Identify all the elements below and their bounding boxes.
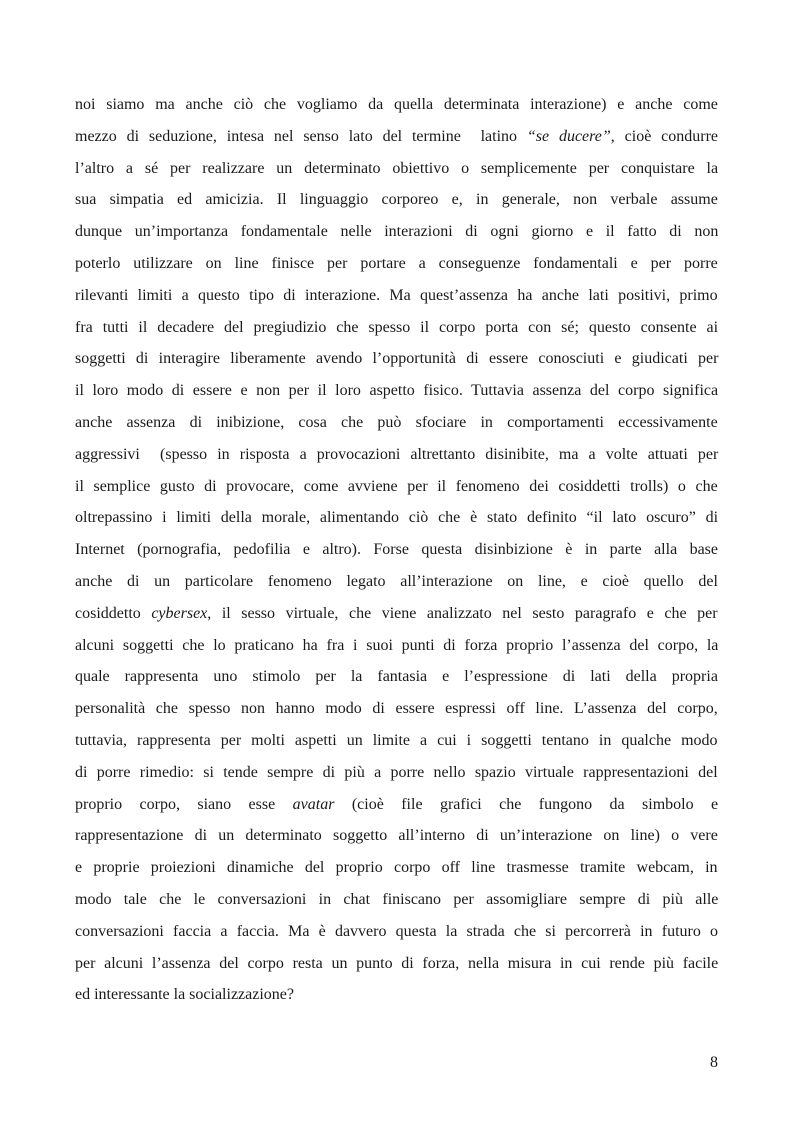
text-segment: noi siamo ma anche ciò che vogliamo da quella determinata interazione) e anche come [75, 96, 718, 113]
text-segment: mezzo di seduzione, intesa nel senso lato del termine latino [75, 127, 527, 145]
text-segment: Internet (pornografia, pedofilia e altro). Forse questa disinbizione è in parte alla base [75, 541, 719, 559]
text-segment: cosiddetto [75, 604, 152, 622]
text-segment: il loro modo di essere e non per il loro aspetto fisico. Tuttavia assenza del corpo significa [75, 382, 719, 400]
text-line [75, 630, 718, 662]
text-segment: aggressivi (spesso in risposta a provocazioni altrettanto disinibite, ma a volte attuati per [75, 445, 719, 463]
text-line [75, 471, 718, 503]
text-line [75, 89, 718, 121]
text-line [75, 820, 718, 852]
italic-text: cybersex [151, 604, 208, 622]
text-line [75, 534, 718, 566]
text-segment: modo tale che le conversazioni in chat finiscano per assomigliare sempre di più alle [75, 890, 719, 908]
text-segment: oltrepassino i limiti della morale, alimentando ciò che è stato definito “il lato oscuro” di [75, 509, 719, 527]
text-segment: anche assenza di inibizione, cosa che può sfociare in comportamenti eccessivamente [75, 413, 718, 431]
italic-text: “se ducere” [526, 127, 611, 145]
text-line [75, 280, 718, 312]
text-segment: conversazioni faccia a faccia. Ma è davvero questa la strada che si percorrerà in futuro o [75, 922, 719, 940]
text-segment: , cioè condurre [610, 127, 719, 145]
text-segment: dunque un’importanza fondamentale nelle interazioni di ogni giorno e il fatto di non [75, 223, 719, 241]
text-line [75, 216, 718, 248]
text-segment: per alcuni l’assenza del corpo resta un punto di forza, nella misura in cui rende più facile [75, 954, 719, 972]
text-segment: proprio corpo, siano esse [75, 795, 293, 813]
text-segment: personalità che spesso non hanno modo di essere espressi off line. L’assenza del corpo, [75, 700, 718, 718]
text-segment: anche di un particolare fenomeno legato all’interazione on line, e cioè quello del [75, 572, 718, 590]
text-segment: di porre rimedio: si tende sempre di più a porre nello spazio virtuale rappresentazioni del [75, 763, 718, 781]
text-line [75, 184, 718, 216]
text-segment: tuttavia, rappresenta per molti aspetti un limite a cui i soggetti tentano in qualche modo [75, 731, 718, 749]
text-segment: rappresentazione di un determinato soggetto all’interno di un’interazione on line) o vere [75, 827, 718, 845]
text-segment: il semplice gusto di provocare, come avviene per il fenomeno dei cosiddetti trolls) o che [75, 477, 718, 495]
text-line [75, 757, 718, 789]
text-segment: e proprie proiezioni dinamiche del proprio corpo off line trasmesse tramite webcam, in [75, 859, 718, 877]
text-line [75, 566, 718, 598]
text-line [75, 153, 718, 185]
text-segment: fra tutti il decadere del pregiudizio che spesso il corpo porta con sé; questo consente ai [75, 318, 719, 336]
text-line [75, 407, 718, 439]
text-segment: sua simpatia ed amicizia. Il linguaggio corporeo e, in generale, non verbale assume [75, 191, 718, 209]
text-line [75, 852, 718, 884]
text-line [75, 693, 718, 725]
text-line [75, 343, 718, 375]
text-segment: poterlo utilizzare on line finisce per portare a conseguenze fondamentali e per porre [75, 254, 718, 272]
text-line [75, 884, 718, 916]
text-segment: rilevanti limiti a questo tipo di interazione. Ma quest’assenza ha anche lati positivi, primo [75, 286, 718, 304]
text-line [75, 375, 718, 407]
text-line [75, 948, 718, 980]
body-paragraph [75, 89, 718, 1011]
text-line [75, 725, 718, 757]
italic-text: avatar [292, 795, 335, 813]
text-line [75, 598, 718, 630]
text-segment: quale rappresenta uno stimolo per la fantasia e l’espressione di lati della propria [75, 668, 718, 686]
text-line [75, 916, 718, 948]
text-line [75, 502, 718, 534]
text-line [75, 121, 718, 153]
text-line [75, 661, 718, 693]
text-line [75, 312, 718, 344]
text-segment: ed interessante la socializzazione? [75, 986, 294, 1004]
text-segment: (cioè file grafici che fungono da simbolo e [334, 795, 719, 813]
text-line [75, 979, 718, 1011]
text-segment: soggetti di interagire liberamente avendo l’opportunità di essere conosciuti e giudicati per [75, 350, 719, 368]
text-line [75, 439, 718, 471]
text-line [75, 248, 718, 280]
text-line [75, 789, 718, 821]
page-number: 8 [710, 1054, 718, 1071]
text-segment: l’altro a sé per realizzare un determinato obiettivo o semplicemente per conquistare la [75, 159, 719, 177]
text-segment: alcuni soggetti che lo praticano ha fra i suoi punti di forza proprio l’assenza del corpo, la [75, 636, 719, 654]
text-segment: , il sesso virtuale, che viene analizzato nel sesto paragrafo e che per [207, 604, 718, 622]
